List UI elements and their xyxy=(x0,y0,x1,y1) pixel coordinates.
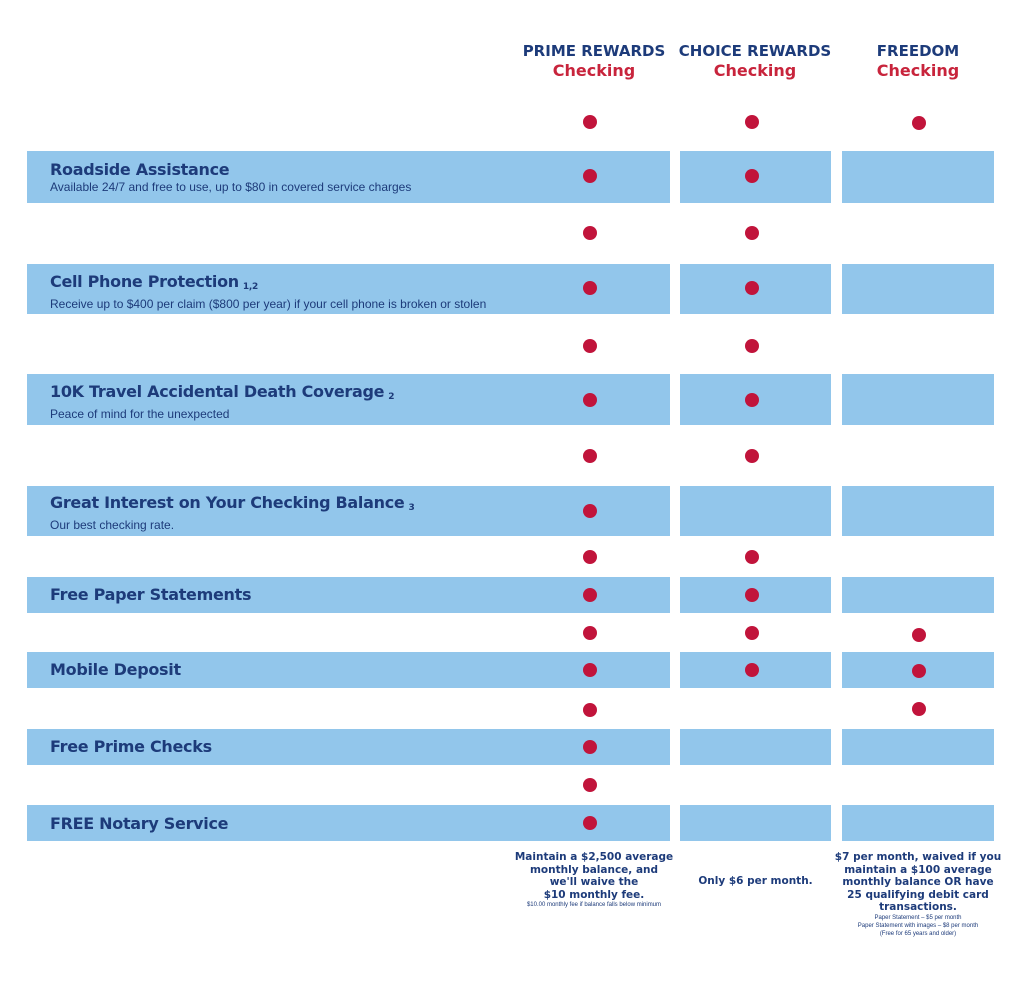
included-dot-icon xyxy=(745,626,759,640)
included-dot-icon xyxy=(583,626,597,640)
feature-band xyxy=(842,729,994,765)
included-dot-icon xyxy=(583,816,597,830)
included-dot-icon xyxy=(745,281,759,295)
freedom-fee-note xyxy=(834,851,1002,938)
fee-line: maintain a $100 average xyxy=(844,863,992,876)
feature-title: Mobile Deposit xyxy=(50,660,181,679)
included-dot-icon xyxy=(583,550,597,564)
fine-print: Paper Statement with images – $8 per month xyxy=(857,922,979,929)
feature-subtitle: Available 24/7 and free to use, up to $80 in covered service charges xyxy=(50,180,412,194)
included-dot-icon xyxy=(745,115,759,129)
fee-line: monthly balance OR have xyxy=(842,876,994,888)
footnote-ref: 3 xyxy=(408,503,415,513)
feature-band xyxy=(842,486,994,536)
included-dot-icon xyxy=(912,116,926,130)
feature-free-notary-service xyxy=(50,814,228,834)
feature-title: Free Paper Statements xyxy=(50,585,252,604)
column-subname: Checking xyxy=(552,61,636,80)
feature-title: FREE Notary Service xyxy=(50,814,229,833)
included-dot-icon xyxy=(745,339,759,353)
included-dot-icon xyxy=(745,393,759,407)
feature-band xyxy=(842,374,994,425)
feature-title: 10K Travel Accidental Death Coverage xyxy=(50,382,385,401)
feature-band xyxy=(680,486,831,536)
included-dot-icon xyxy=(583,663,597,677)
feature-band xyxy=(680,805,831,841)
included-dot-icon xyxy=(583,281,597,295)
fine-print: (Free for 65 years and older) xyxy=(879,930,957,937)
feature-subtitle: Our best checking rate. xyxy=(50,518,175,532)
included-dot-icon xyxy=(583,449,597,463)
feature-mobile-deposit xyxy=(50,660,181,680)
feature-title: Great Interest on Your Checking Balance xyxy=(50,493,405,512)
feature-free-prime-checks xyxy=(50,737,212,757)
prime-fee-note xyxy=(514,851,674,909)
feature-free-paper-statements xyxy=(50,585,251,605)
included-dot-icon xyxy=(583,226,597,240)
included-dot-icon xyxy=(745,663,759,677)
included-dot-icon xyxy=(912,628,926,642)
footnote-ref: 2 xyxy=(388,392,395,402)
feature-roadside-assistance xyxy=(50,160,411,194)
choice-fee-note xyxy=(680,875,831,888)
feature-subtitle: Peace of mind for the unexpected xyxy=(50,407,230,421)
feature-band xyxy=(680,729,831,765)
fee-line: 25 qualifying debit card xyxy=(847,888,989,901)
column-subname: Checking xyxy=(876,61,960,80)
column-name: PRIME REWARDS xyxy=(522,42,666,60)
included-dot-icon xyxy=(583,169,597,183)
feature-title: Free Prime Checks xyxy=(50,737,212,756)
fine-print: $10.00 monthly fee if balance falls below minimum xyxy=(526,902,662,908)
feature-travel-accidental-death xyxy=(50,382,394,421)
feature-title: Roadside Assistance xyxy=(50,160,230,179)
fee-line: Only $6 per month. xyxy=(698,875,813,887)
included-dot-icon xyxy=(912,664,926,678)
fee-line: Maintain a $2,500 average xyxy=(514,851,674,863)
column-header-choice xyxy=(675,42,835,82)
included-dot-icon xyxy=(583,115,597,129)
column-subname: Checking xyxy=(713,61,797,80)
feature-band xyxy=(842,151,994,203)
fee-line: we'll waive the xyxy=(549,876,639,888)
column-header-prime xyxy=(514,42,674,82)
included-dot-icon xyxy=(745,550,759,564)
included-dot-icon xyxy=(745,449,759,463)
fee-line: transactions. xyxy=(879,901,957,913)
included-dot-icon xyxy=(745,226,759,240)
included-dot-icon xyxy=(583,339,597,353)
included-dot-icon xyxy=(583,778,597,792)
feature-band xyxy=(842,805,994,841)
included-dot-icon xyxy=(583,703,597,717)
feature-great-interest xyxy=(50,493,414,532)
footnote-ref: 1,2 xyxy=(242,282,258,292)
column-name: CHOICE REWARDS xyxy=(678,42,832,60)
fee-line: $7 per month, waived if you xyxy=(834,851,1002,863)
included-dot-icon xyxy=(583,740,597,754)
column-name: FREEDOM xyxy=(876,42,960,60)
fee-line: $10 monthly fee. xyxy=(543,888,645,901)
included-dot-icon xyxy=(745,169,759,183)
included-dot-icon xyxy=(912,702,926,716)
feature-cell-phone-protection xyxy=(50,272,486,311)
feature-subtitle: Receive up to $400 per claim ($800 per year) if your cell phone is broken or stolen xyxy=(50,297,487,311)
included-dot-icon xyxy=(583,393,597,407)
fee-line: monthly balance, and xyxy=(529,863,659,876)
feature-band xyxy=(842,264,994,314)
feature-title: Cell Phone Protection xyxy=(50,272,239,291)
included-dot-icon xyxy=(583,504,597,518)
included-dot-icon xyxy=(583,588,597,602)
feature-band xyxy=(842,577,994,613)
fine-print: Paper Statement – $5 per month xyxy=(874,914,962,921)
column-header-freedom xyxy=(838,42,998,82)
included-dot-icon xyxy=(745,588,759,602)
